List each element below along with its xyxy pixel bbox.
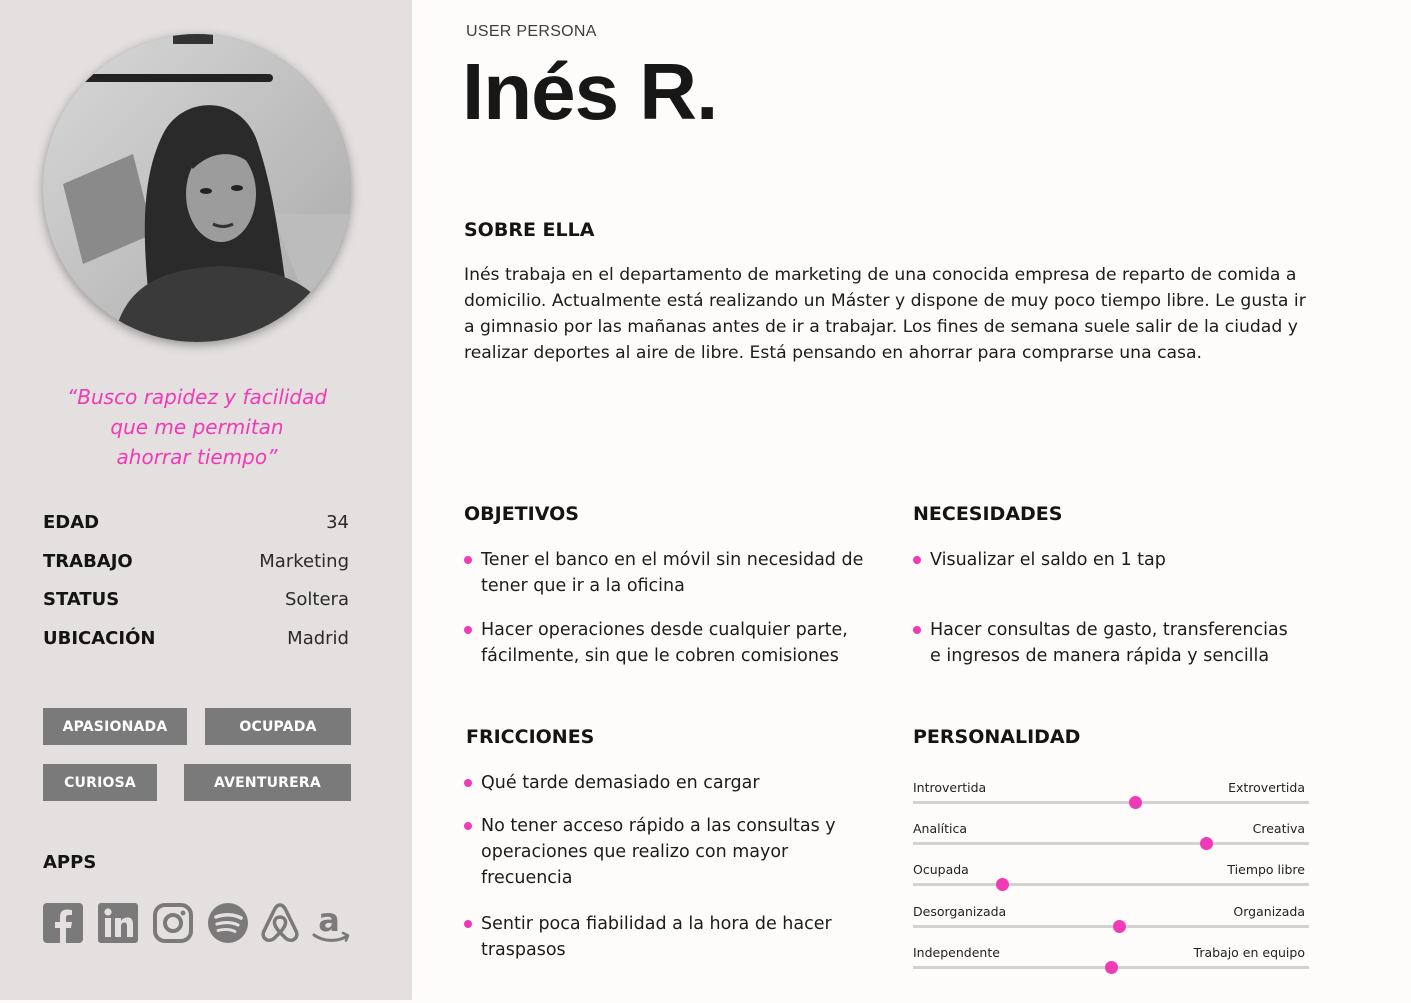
slider-right-label: Creativa [1252, 821, 1305, 836]
document-eyebrow: USER PERSONA [466, 23, 597, 40]
slider-left-label: Analítica [913, 821, 967, 836]
slider-left-label: Introvertida [913, 780, 987, 795]
personality-slider-analytic-creative [913, 821, 1309, 845]
goals-title: OBJETIVOS [464, 503, 579, 525]
linkedin-icon [97, 901, 139, 945]
slider-right-label: Extrovertida [1228, 780, 1305, 795]
avatar [43, 34, 351, 342]
slider-right-label: Tiempo libre [1227, 862, 1305, 877]
slider-left-label: Desorganizada [913, 904, 1007, 919]
fact-value: Soltera [284, 589, 349, 610]
trait-tag: AVENTURERA [184, 764, 351, 801]
slider-marker [996, 878, 1009, 891]
persona-quote [43, 382, 351, 472]
needs-list [913, 547, 1303, 669]
personality-title: PERSONALIDAD [913, 726, 1081, 748]
personality-slider-introvert-extrovert [913, 780, 1309, 804]
fact-value: 34 [326, 512, 349, 533]
personality-slider-disorganized-organized [913, 904, 1309, 928]
slider-marker [1200, 837, 1213, 850]
personality-slider-busy-free-time [913, 862, 1309, 886]
slider-left-label: Independente [913, 945, 1000, 960]
list-item: Visualizar el saldo en 1 tap [913, 547, 1303, 573]
fact-label: UBICACIÓN [43, 627, 156, 649]
needs-title: NECESIDADES [913, 503, 1063, 525]
persona-name: Inés R. [462, 47, 718, 136]
slider-track [913, 966, 1309, 969]
trait-tag: APASIONADA [43, 708, 187, 745]
slider-right-label: Organizada [1233, 904, 1305, 919]
slider-marker [1105, 961, 1118, 974]
fact-label: EDAD [43, 512, 100, 533]
slider-left-label: Ocupada [913, 862, 969, 877]
slider-marker [1113, 920, 1126, 933]
portrait-photo [43, 34, 351, 342]
list-item: Qué tarde demasiado en cargar [464, 770, 844, 796]
svg-text:a: a [318, 901, 340, 939]
fact-row-job [43, 551, 351, 590]
personality-slider-independent-teamwork [913, 945, 1309, 969]
list-item: No tener acceso rápido a las consultas y operaciones que realizo con mayor frecuencia [464, 813, 844, 891]
trait-tag: CURIOSA [43, 764, 157, 801]
amazon-icon [310, 901, 352, 945]
slider-track [913, 801, 1309, 804]
list-item: Tener el banco en el móvil sin necesidad de tener que ir a la oficina [464, 547, 864, 599]
slider-track [913, 842, 1309, 845]
facebook-icon [42, 901, 84, 945]
persona-facts [43, 512, 351, 666]
about-text: Inés trabaja en el departamento de marketing de una conocida empresa de reparto de comida a domicilio. Actualmente está realizando un Máster y dispone de muy poco tiempo libre. Le gusta ir a gimnasio por las mañanas antes de ir a trabajar. Los fines de semana suele salir de la ciudad y realizar deportes al aire de libre. Está pensando en ahorrar para comprarse una casa. [464, 265, 1306, 363]
list-item: Sentir poca fiabilidad a la hora de hacer traspasos [464, 911, 844, 963]
fact-label: STATUS [43, 589, 120, 610]
frictions-title: FRICCIONES [466, 726, 595, 748]
apps-title: APPS [43, 852, 97, 873]
trait-tag: OCUPADA [205, 708, 351, 745]
fact-value: Marketing [259, 550, 349, 572]
quote-line: “Busco rapidez y facilidad [66, 385, 328, 409]
list-item: Hacer consultas de gasto, transferencias e ingresos de manera rápida y sencilla [913, 617, 1303, 669]
quote-line: ahorrar tiempo” [116, 445, 278, 469]
fact-value: Madrid [287, 627, 349, 649]
spotify-icon [207, 901, 249, 945]
frictions-list [464, 770, 844, 963]
goals-list [464, 547, 864, 669]
slider-right-label: Trabajo en equipo [1193, 945, 1305, 960]
slider-track [913, 925, 1309, 928]
airbnb-icon [259, 901, 301, 945]
fact-label: TRABAJO [43, 550, 133, 572]
about-title: SOBRE ELLA [464, 219, 595, 241]
profile-sidebar [0, 0, 412, 1000]
fact-row-location [43, 628, 351, 667]
slider-track [913, 883, 1309, 886]
instagram-icon [152, 901, 194, 945]
slider-marker [1129, 796, 1142, 809]
list-item: Hacer operaciones desde cualquier parte, fácilmente, sin que le cobren comisiones [464, 617, 864, 669]
quote-line: que me permitan [110, 415, 284, 439]
fact-row-status [43, 589, 351, 628]
fact-row-age [43, 512, 351, 551]
